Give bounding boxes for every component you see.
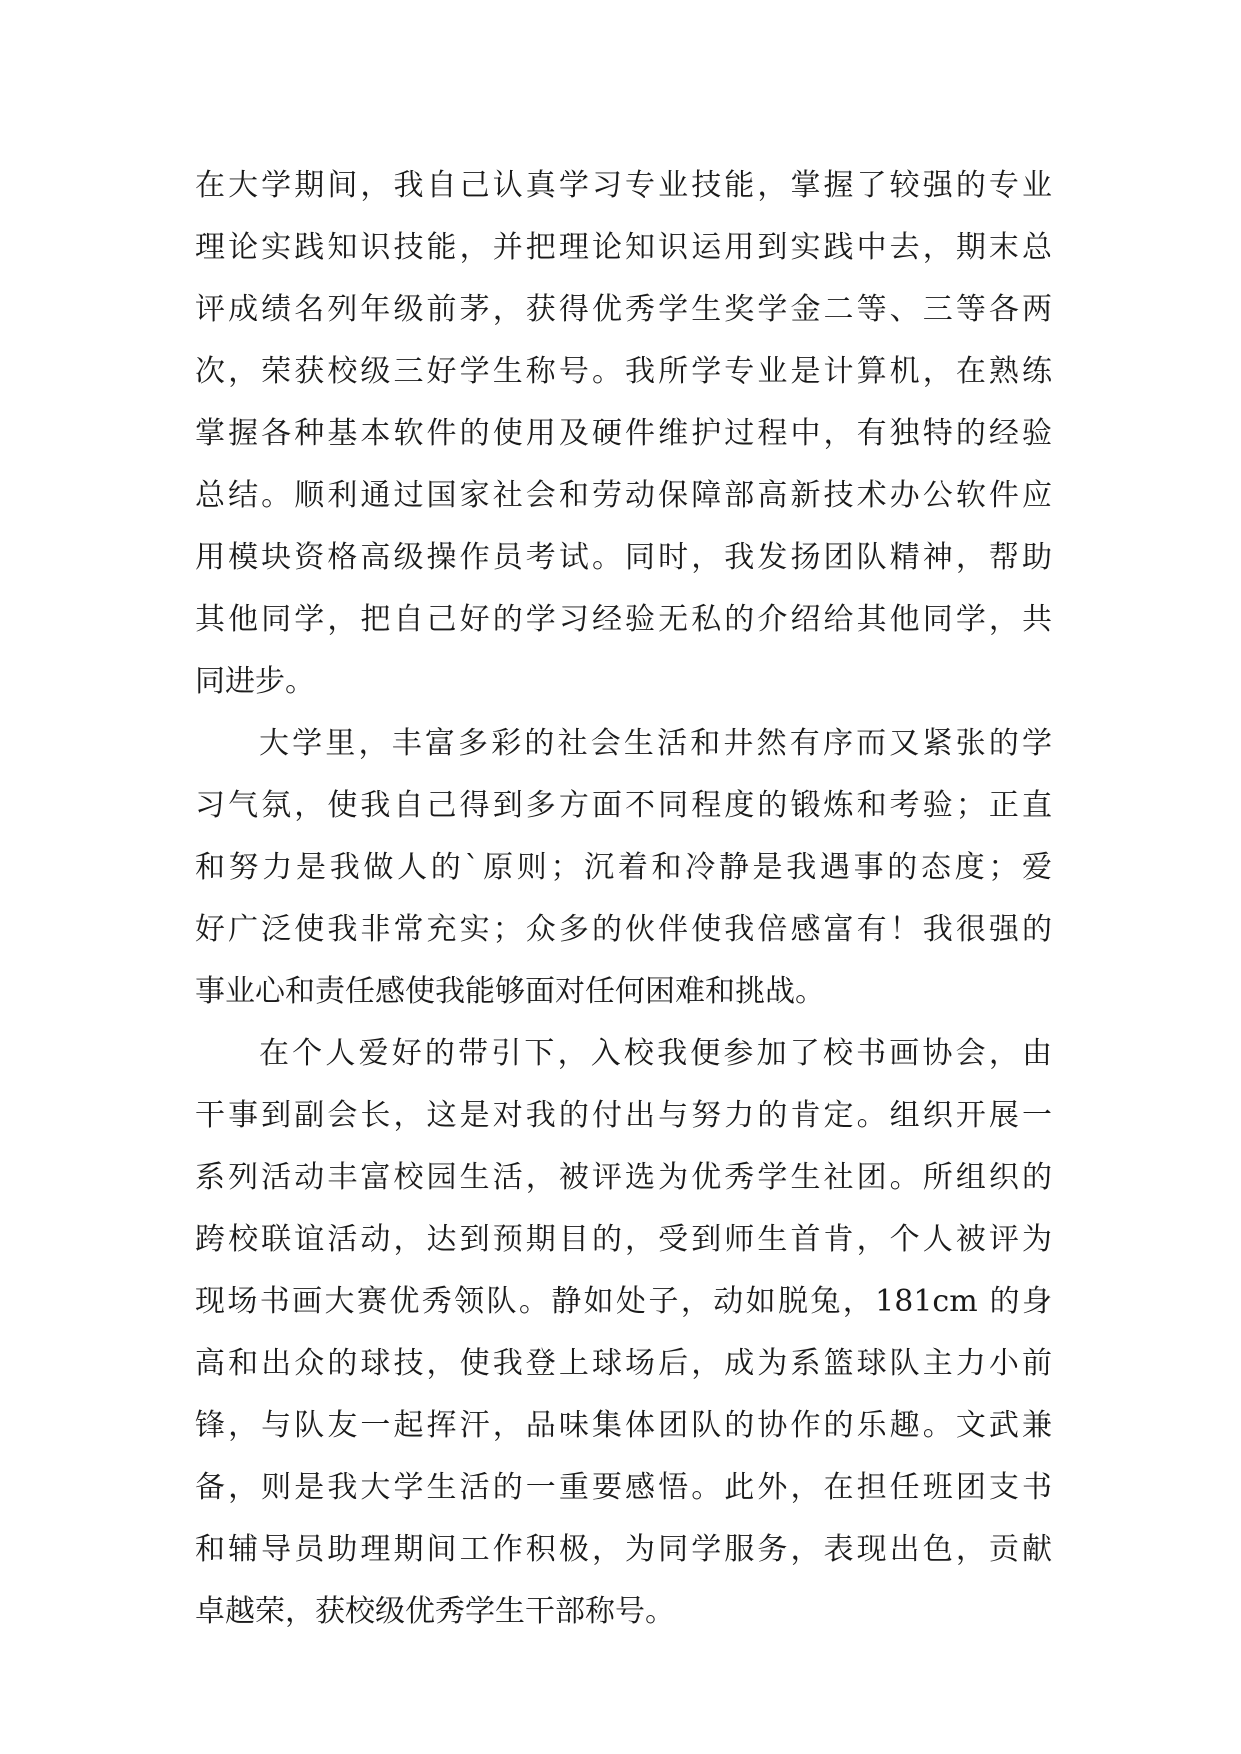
text-line: 在大学期间，我自己认真学习专业技能，掌握了较强的专业 xyxy=(195,168,1052,203)
text-line: 系列活动丰富校园生活，被评选为优秀学生社团。所组织的 xyxy=(195,1160,1052,1195)
text-line: 干事到副会长，这是对我的付出与努力的肯定。组织开展一 xyxy=(195,1098,1052,1133)
text-line: 和努力是我做人的`原则；沉着和冷静是我遇事的态度；爱 xyxy=(195,850,1052,885)
text-line: 和辅导员助理期间工作积极，为同学服务，表现出色，贡献 xyxy=(195,1532,1052,1567)
paragraph-2 xyxy=(195,713,1052,1023)
paragraph-3 xyxy=(195,1023,1052,1643)
paragraph-1 xyxy=(195,155,1052,713)
text-line: 现场书画大赛优秀领队。静如处子，动如脱兔，181cm 的身 xyxy=(195,1284,1052,1319)
text-line: 事业心和责任感使我能够面对任何困难和挑战。 xyxy=(195,974,825,1009)
text-line: 跨校联谊活动，达到预期目的，受到师生首肯，个人被评为 xyxy=(195,1222,1052,1257)
text-line: 次，荣获校级三好学生称号。我所学专业是计算机，在熟练 xyxy=(195,354,1052,389)
text-line: 其他同学，把自己好的学习经验无私的介绍给其他同学，共 xyxy=(195,602,1052,637)
text-line: 理论实践知识技能，并把理论知识运用到实践中去，期末总 xyxy=(195,230,1052,265)
text-line: 大学里，丰富多彩的社会生活和井然有序而又紧张的学 xyxy=(259,726,1052,761)
text-line: 好广泛使我非常充实；众多的伙伴使我倍感富有！我很强的 xyxy=(195,912,1052,947)
text-line: 总结。顺利通过国家社会和劳动保障部高新技术办公软件应 xyxy=(195,478,1052,513)
text-line: 卓越荣，获校级优秀学生干部称号。 xyxy=(195,1594,675,1629)
text-line: 掌握各种基本软件的使用及硬件维护过程中，有独特的经验 xyxy=(195,416,1052,451)
text-line: 习气氛，使我自己得到多方面不同程度的锻炼和考验；正直 xyxy=(195,788,1052,823)
document-body xyxy=(195,155,1052,1643)
text-line: 备，则是我大学生活的一重要感悟。此外，在担任班团支书 xyxy=(195,1470,1052,1505)
text-line: 用模块资格高级操作员考试。同时，我发扬团队精神，帮助 xyxy=(195,540,1052,575)
text-line: 高和出众的球技，使我登上球场后，成为系篮球队主力小前 xyxy=(195,1346,1052,1381)
text-line: 同进步。 xyxy=(195,664,315,699)
text-line: 锋，与队友一起挥汗，品味集体团队的协作的乐趣。文武兼 xyxy=(195,1408,1052,1443)
text-line: 在个人爱好的带引下，入校我便参加了校书画协会，由 xyxy=(259,1036,1052,1071)
text-line: 评成绩名列年级前茅，获得优秀学生奖学金二等、三等各两 xyxy=(195,292,1052,327)
